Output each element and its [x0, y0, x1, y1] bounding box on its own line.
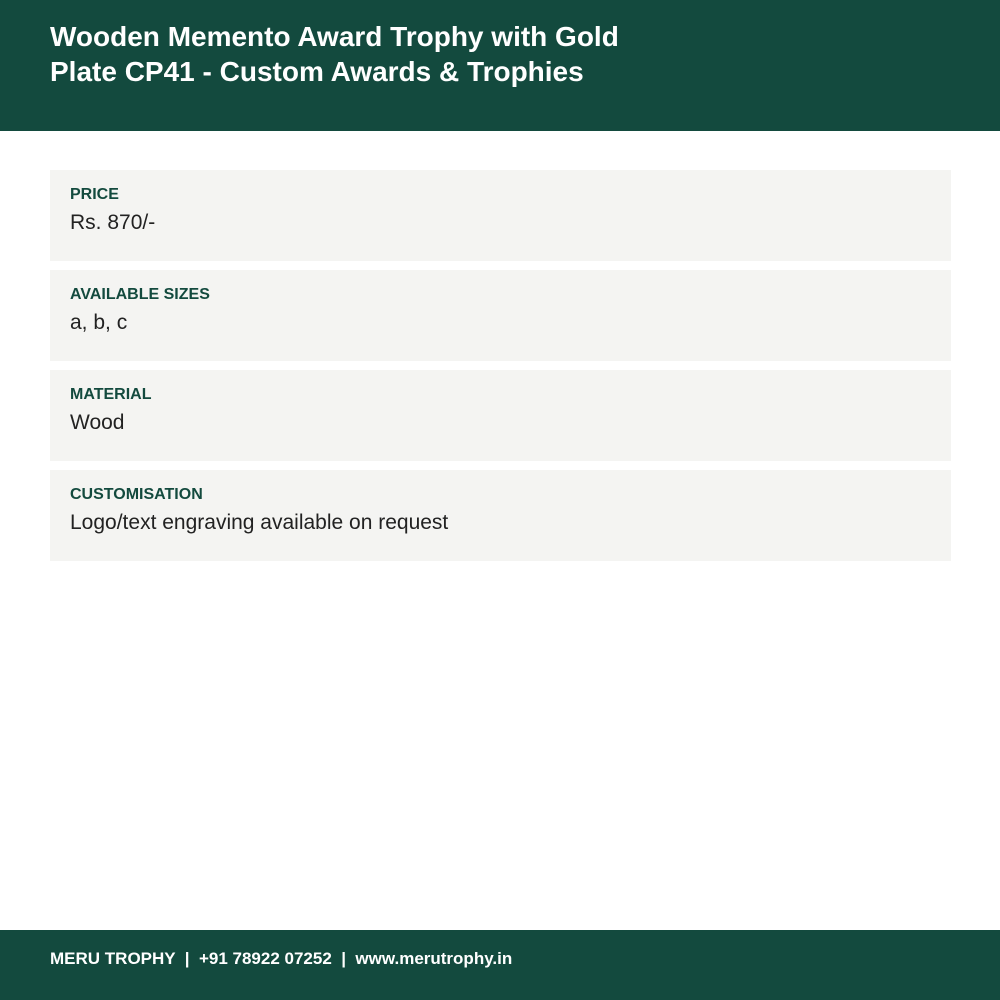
detail-label: AVAILABLE SIZES — [70, 286, 210, 303]
detail-card-material — [50, 370, 951, 461]
footer-contact: MERU TROPHY | +91 78922 07252 | www.merutrophy.in — [50, 949, 513, 968]
detail-value: a, b, c — [70, 311, 128, 334]
product-details — [50, 170, 951, 570]
detail-card-sizes — [50, 270, 951, 361]
detail-value: Logo/text engraving available on request — [70, 511, 449, 534]
page-header — [0, 0, 1000, 131]
detail-label: CUSTOMISATION — [70, 486, 203, 503]
page-title: Wooden Memento Award Trophy with Gold Plate CP41 - Custom Awards & Trophies — [50, 21, 619, 87]
detail-value: Wood — [70, 411, 125, 434]
detail-value: Rs. 870/- — [70, 211, 156, 234]
detail-label: PRICE — [70, 186, 119, 203]
page-footer — [0, 930, 1000, 1000]
detail-card-customisation — [50, 470, 951, 561]
detail-label: MATERIAL — [70, 386, 152, 403]
detail-card-price — [50, 170, 951, 261]
